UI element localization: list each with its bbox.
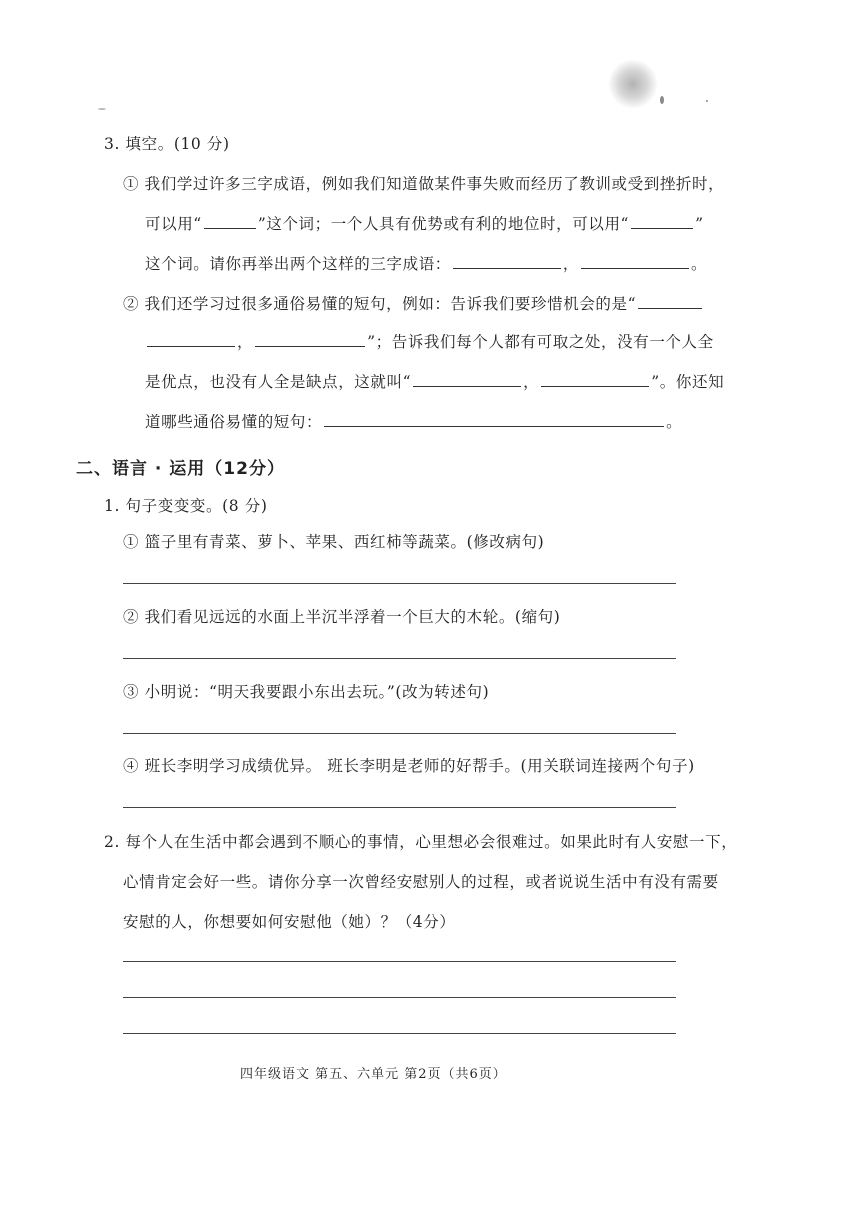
- answer-line-3[interactable]: [123, 733, 676, 734]
- blank-3[interactable]: [453, 267, 561, 269]
- answer-line-6[interactable]: [123, 997, 676, 998]
- blank-2[interactable]: [631, 227, 693, 229]
- q3-part1-line1: ① 我们学过许多三字成语，例如我们知道做某件事失败而经历了教训或受到挫折时，: [123, 175, 725, 193]
- scan-smudge: [608, 60, 658, 108]
- blank-4[interactable]: [581, 267, 689, 269]
- q3-part2-line2: ， ”；告诉我们每个人都有可取之处，没有一个人全: [145, 330, 714, 352]
- scan-speck: [660, 96, 664, 104]
- answer-line-4[interactable]: [123, 807, 676, 808]
- blank-1[interactable]: [204, 227, 256, 229]
- page-footer: 四年级语文 第五、六单元 第2页（共6页）: [240, 1067, 507, 1082]
- q1-item-3: ③ 小明说：“明天我要跟小东出去玩。”(改为转述句): [123, 683, 490, 701]
- q3-part1-line3: 这个词。请你再举出两个这样的三字成语： ， 。: [145, 255, 708, 273]
- q2-line-3: 安慰的人，你想要如何安慰他（她）？（4分）: [123, 913, 456, 931]
- scan-speck: [98, 108, 106, 110]
- scan-speck: [706, 100, 708, 102]
- blank-10[interactable]: [324, 425, 664, 427]
- answer-line-7[interactable]: [123, 1033, 676, 1034]
- q2-line-1: 2. 每个人在生活中都会遇到不顺心的事情，心里想必会很难过。如果此时有人安慰一下，: [104, 833, 738, 851]
- blank-5[interactable]: [638, 307, 702, 309]
- answer-line-2[interactable]: [123, 658, 676, 659]
- q1-item-2: ② 我们看见远远的水面上半沉半浮着一个巨大的木轮。(缩句): [123, 608, 561, 626]
- blank-6[interactable]: [147, 345, 235, 347]
- blank-7[interactable]: [255, 345, 365, 347]
- blank-8[interactable]: [413, 385, 521, 387]
- q3-part2-line4: 道哪些通俗易懂的短句： 。: [145, 413, 683, 431]
- q3-part1-line2: 可以用“ ”这个词；一个人具有优势或有利的地位时，可以用“ ”: [145, 215, 704, 233]
- q1-title: 1. 句子变变变。(8 分): [104, 497, 268, 515]
- q2-line-2: 心情肯定会好一些。请你分享一次曾经安慰别人的过程，或者说说生活中有没有需要: [123, 873, 719, 891]
- answer-line-5[interactable]: [123, 961, 676, 962]
- q3-part2-line1: ② 我们还学习过很多通俗易懂的短句，例如：告诉我们要珍惜机会的是“: [123, 292, 704, 314]
- blank-9[interactable]: [541, 385, 649, 387]
- answer-line-1[interactable]: [123, 583, 676, 584]
- q3-title: 3. 填空。(10 分): [104, 135, 230, 153]
- q1-item-1: ① 篮子里有青菜、萝卜、苹果、西红柿等蔬菜。(修改病句): [123, 533, 545, 551]
- q1-item-4: ④ 班长李明学习成绩优异。 班长李明是老师的好帮手。(用关联词连接两个句子): [123, 757, 695, 775]
- q3-part2-line3: 是优点，也没有人全是缺点，这就叫“ ， ”。你还知: [145, 373, 725, 391]
- section-heading: 二、语言 · 运用（12分）: [76, 459, 285, 479]
